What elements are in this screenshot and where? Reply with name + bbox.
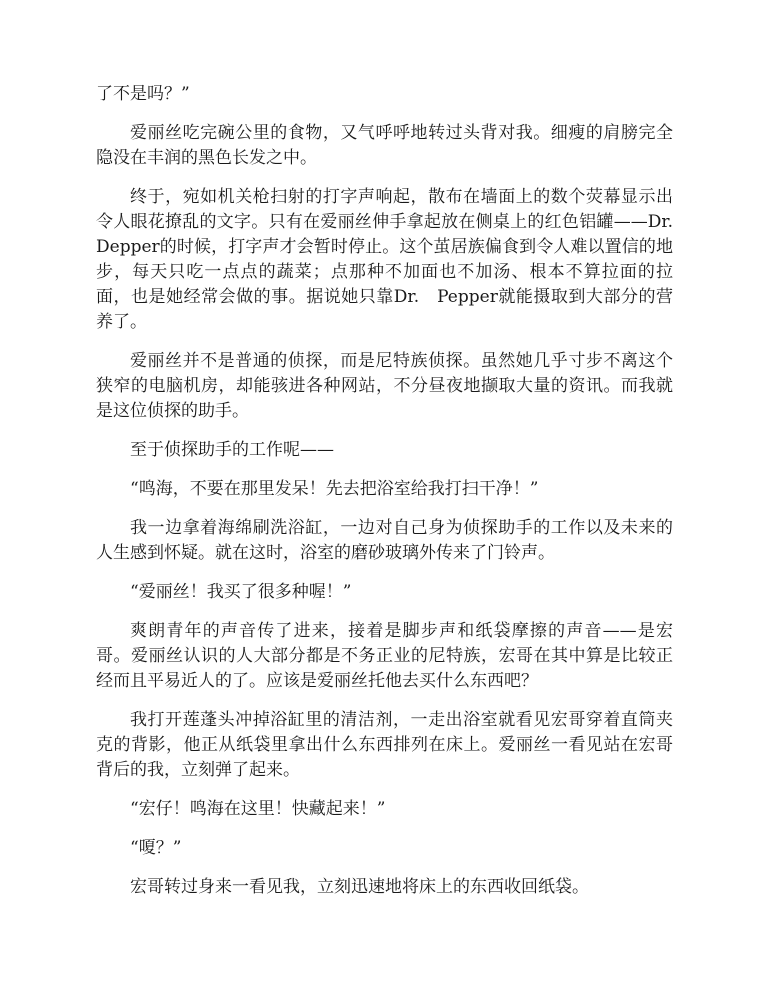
paragraph: 爽朗青年的声音传了进来，接着是脚步声和纸袋摩擦的声音——是宏哥。爱丽丝认识的人大部分都是不务正业的尼特族，宏哥在其中算是比较正经而且平易近人的了。应该是爱丽丝托他去买什么东西吧？	[96, 621, 673, 691]
paragraph: 至于侦探助手的工作呢——	[130, 440, 334, 460]
paragraph: 终于，宛如机关枪扫射的打字声响起，散布在墙面上的数个荧幕显示出令人眼花撩乱的文字。只有在爱丽丝伸手拿起放在侧桌上的红色铝罐——Dr.Depper的时候，打字声才会暂时停止。这个茧居族偏食到令人难以置信的地步，每天只吃一点点的蔬菜；点那种不加面也不加汤、根本不算拉面的拉面，也是她经常会做的事。据说她只靠Dr. Pepper就能摄取到大部分的营养了。	[96, 187, 673, 332]
document-body	[96, 82, 673, 914]
paragraph: “爱丽丝！我买了很多种喔！”	[130, 582, 352, 602]
paragraph: 了不是吗？”	[96, 84, 190, 104]
paragraph: “宏仔！鸣海在这里！快藏起来！”	[130, 799, 386, 819]
paragraph: 我一边拿着海绵刷洗浴缸，一边对自己身为侦探助手的工作以及未来的人生感到怀疑。就在这时，浴室的磨砂玻璃外传来了门铃声。	[96, 518, 673, 563]
paragraph: “鸣海，不要在那里发呆！先去把浴室给我打扫干净！”	[130, 479, 539, 499]
paragraph: 宏哥转过身来一看见我，立刻迅速地将床上的东西收回纸袋。	[130, 877, 589, 897]
paragraph: 我打开莲蓬头冲掉浴缸里的清洁剂，一走出浴室就看见宏哥穿着直筒夹克的背影，他正从纸袋里拿出什么东西排列在床上。爱丽丝一看见站在宏哥背后的我，立刻弹了起来。	[96, 710, 673, 780]
paragraph: 爱丽丝吃完碗公里的食物，又气呼呼地转过头背对我。细瘦的肩膀完全隐没在丰润的黑色长发之中。	[96, 123, 673, 168]
paragraph: “嗄？”	[130, 838, 182, 858]
paragraph: 爱丽丝并不是普通的侦探，而是尼特族侦探。虽然她几乎寸步不离这个狭窄的电脑机房，却能骇进各种网站，不分昼夜地撷取大量的资讯。而我就是这位侦探的助手。	[96, 351, 673, 421]
